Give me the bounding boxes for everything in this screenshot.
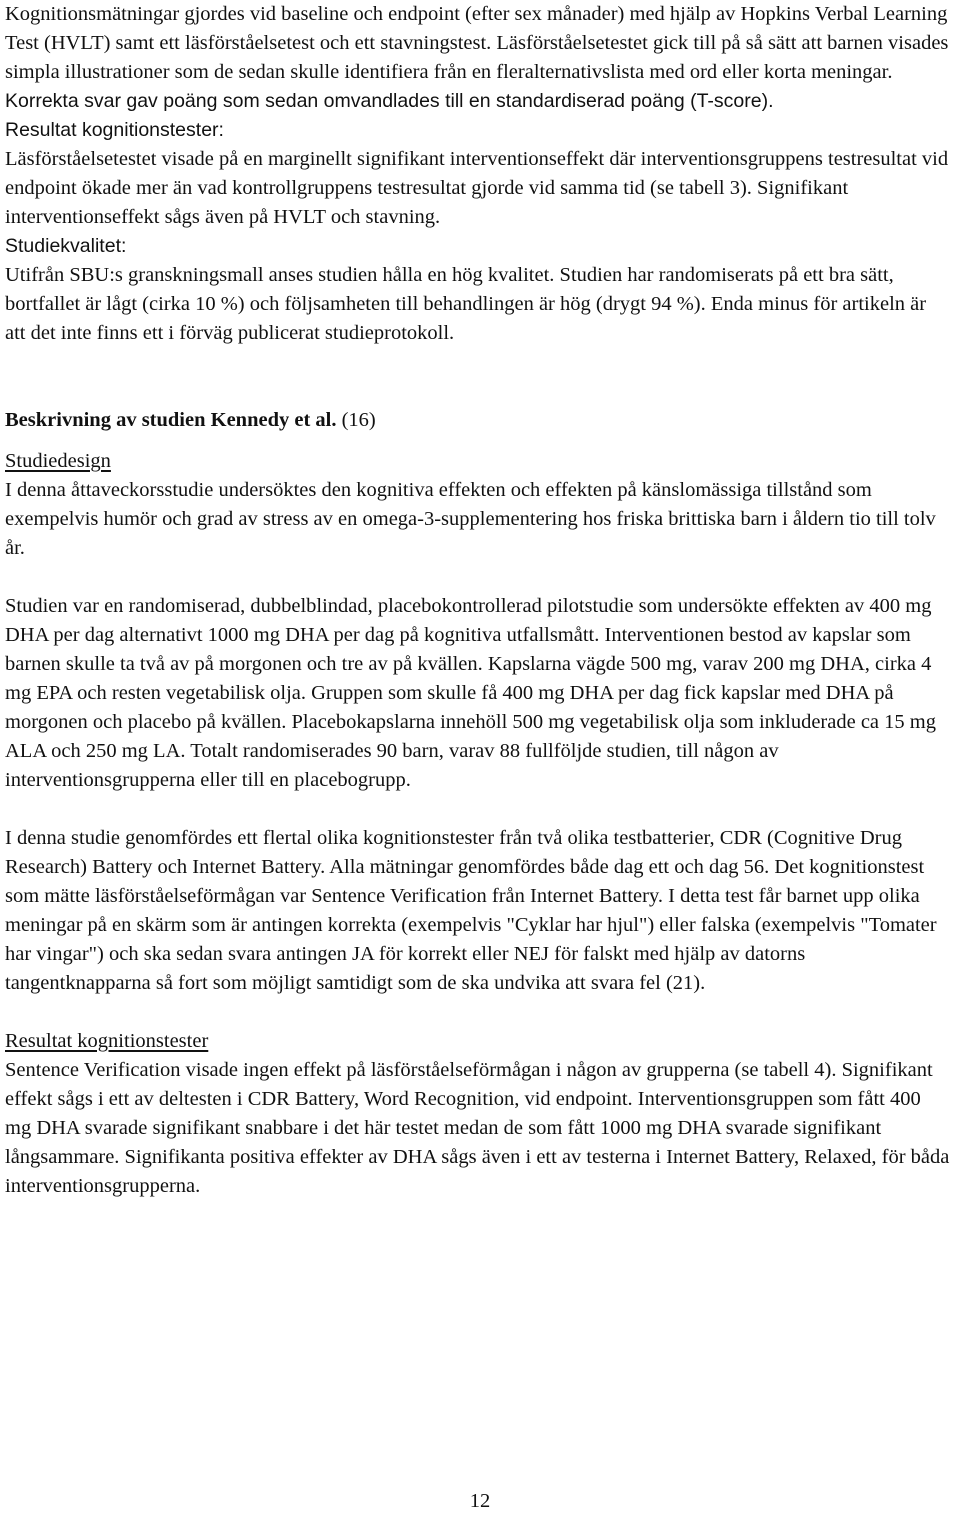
paragraph-design-2: Studien var en randomiserad, dubbelblindad, placebokontrollerad pilotstudie som undersökte effekten av 400 mg DHA per dag alternativt 1000 mg DHA per dag på kognitiva utfallsmått. Interventionen bestod av kapslar som barnen skulle ta två av på morgonen och tre av på kvällen. Kapslarna vägde 500 mg, varav 200 mg DHA, cirka 4 mg EPA och resten vegetabilisk olja. Gruppen som skulle få 400 mg DHA per dag fick kapslar med DHA på morgonen och placebo på kvällen. Placebokapslarna innehöll 500 mg vegetabilisk olja som inkluderade ca 15 mg ALA och 250 mg LA. Totalt randomiserades 90 barn, varav 88 fullföljde studien, till någon av interventionsgrupperna eller till en placebogrupp. bbox=[5, 595, 936, 791]
paragraph-results-2: Sentence Verification visade ingen effekt på läsförståelseförmågan i någon av grupperna (se tabell 4). Signifikant effekt sågs i ett av deltesten i CDR Battery, Word Recognition, vid endpoint. Interventionsgruppen som fått 400 mg DHA svarade signifikant snabbare i det här testet medan de som fått 1000 mg DHA svarade signifikant långsammare. Signifikanta positiva effekter av DHA sågs även i ett av testerna i Internet Battery, Relaxed, för båda interventionsgrupperna. bbox=[5, 1059, 950, 1197]
paragraph-results-1: Läsförståelsetestet visade på en marginellt signifikant interventionseffekt där interventionsgruppens testresultat vid endpoint ökade mer än vad kontrollgruppens testresultat gjorde vid samma tid (se tabell 3). Signifikant interventionseffekt sågs även på HVLT och stavning. bbox=[5, 148, 949, 228]
page-number: 12 bbox=[469, 1490, 491, 1512]
section-heading-design: Studiedesign bbox=[5, 450, 111, 472]
study-heading bbox=[5, 406, 950, 435]
paragraph-measurements bbox=[5, 0, 950, 116]
study-heading-reference: (16) bbox=[336, 409, 376, 431]
section-heading-results-2: Resultat kognitionstester bbox=[5, 1030, 209, 1052]
spacer bbox=[5, 348, 950, 406]
spacer bbox=[5, 998, 950, 1027]
spacer bbox=[5, 563, 950, 592]
section-heading-quality: Studiekvalitet: bbox=[5, 235, 127, 257]
paragraph-design-1: I denna åttaveckorsstudie undersöktes den kognitiva effekten och effekten på känslomässiga tillstånd som exempelvis humör och grad av stress av en omega-3-supplementering hos friska brittiska barn i åldern tio till tolv år. bbox=[5, 479, 936, 559]
paragraph-quality: Utifrån SBU:s granskningsmall anses studien hålla en hög kvalitet. Studien har randomiserats på ett bra sätt, bortfallet är lågt (cirka 10 %) och följsamheten till behandlingen är hög (drygt 94 %). Enda minus för artikeln är att det inte finns ett i förväg publicerat studieprotokoll. bbox=[5, 264, 927, 344]
study-heading-title: Beskrivning av studien Kennedy et al. bbox=[5, 409, 337, 431]
paragraph-measurements-serif: Kognitionsmätningar gjordes vid baseline och endpoint (efter sex månader) med hjälp av Hopkins Verbal Learning Test (HVLT) samt ett läsförståelsetest och ett stavningstest. Läsförståelsetestet gick till på så sätt att barnen visades simpla illustrationer som de sedan skulle identifiera från en fleralternativslista med ord eller korta meningar. bbox=[5, 3, 949, 83]
page-content bbox=[5, 0, 950, 1201]
paragraph-measurements-sans: Korrekta svar gav poäng som sedan omvandlades till en standardiserad poäng (T-score). bbox=[5, 90, 774, 112]
section-heading-results-1: Resultat kognitionstester: bbox=[5, 119, 224, 141]
paragraph-design-3: I denna studie genomfördes ett flertal olika kognitionstester från två olika testbatterier, CDR (Cognitive Drug Research) Battery och Internet Battery. Alla mätningar genomfördes både dag ett och dag 56. Det kognitionstest som mätte läsförståelseförmågan var Sentence Verification från Internet Battery. I detta test får barnet upp olika meningar på en skärm som är antingen korrekta (exempelvis "Cyklar har hjul") eller falska (exempelvis "Tomater har vingar") och ska sedan svara antingen JA för korrekt eller NEJ för falskt med hjälp av datorns tangentknapparna så fort som möjligt samtidigt som de ska undvika att svara fel (21). bbox=[5, 827, 937, 994]
spacer bbox=[5, 795, 950, 824]
spacer bbox=[5, 435, 950, 447]
